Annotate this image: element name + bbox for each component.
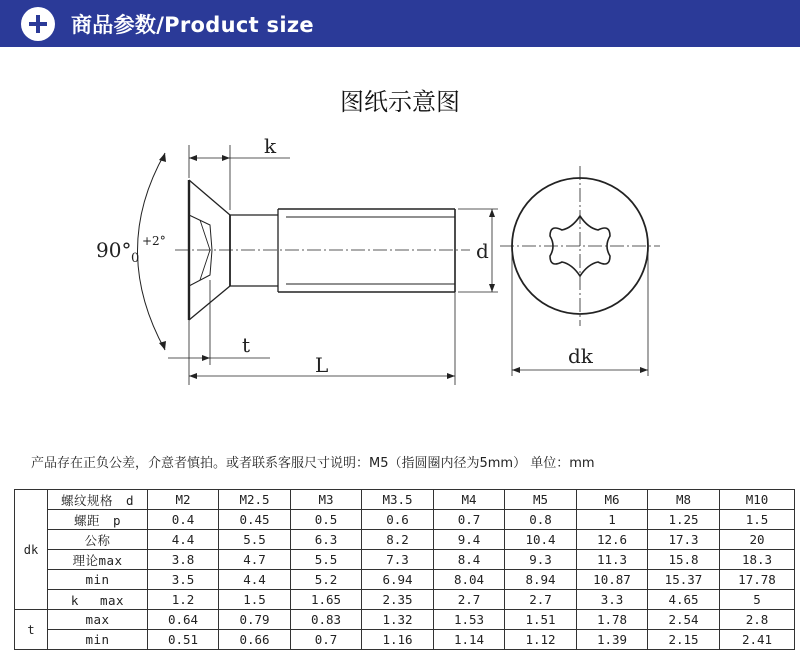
table-cell: 9.3: [505, 550, 577, 570]
row-label-theory-max: 理论max: [48, 550, 148, 570]
row-label-t-max: max: [48, 610, 148, 630]
table-cell: 15.37: [648, 570, 720, 590]
table-cell: 0.4: [148, 510, 219, 530]
table-cell: 3.3: [577, 590, 648, 610]
table-row: [15, 570, 795, 590]
table-cell: 5.2: [291, 570, 362, 590]
table-cell: 1.32: [362, 610, 434, 630]
table-cell: 5: [720, 590, 795, 610]
label-dk: dk: [568, 344, 593, 368]
table-cell: 0.64: [148, 610, 219, 630]
table-cell: 11.3: [577, 550, 648, 570]
size-cell: M5: [505, 490, 577, 510]
table-row: [15, 530, 795, 550]
table-cell: 10.4: [505, 530, 577, 550]
table-cell: 17.3: [648, 530, 720, 550]
size-cell: M3.5: [362, 490, 434, 510]
table-cell: 1.39: [577, 630, 648, 650]
table-row: [15, 490, 795, 510]
label-k: k: [264, 134, 277, 158]
row-label-pitch: 螺距 p: [48, 510, 148, 530]
table-row: [15, 550, 795, 570]
table-cell: 1.78: [577, 610, 648, 630]
table-cell: 12.6: [577, 530, 648, 550]
table-cell: 3.5: [148, 570, 219, 590]
drawing-title: 图纸示意图: [340, 88, 460, 116]
label-angle-plus: +2°: [142, 234, 166, 248]
screw-drawing: [0, 120, 800, 390]
table-cell: 0.66: [219, 630, 291, 650]
label-angle: 90°: [96, 238, 132, 262]
table-cell: 1.5: [219, 590, 291, 610]
size-note: 产品存在正负公差，介意者慎拍。或者联系客服尺寸说明：M5（指圆圈内径为5mm） 单位：mm: [31, 456, 595, 471]
label-L: L: [315, 353, 329, 377]
header-title: 商品参数/Product size: [71, 12, 314, 37]
plus-icon: [21, 7, 55, 41]
table-cell: 18.3: [720, 550, 795, 570]
table-cell: 7.3: [362, 550, 434, 570]
table-cell: 3.8: [148, 550, 219, 570]
table-cell: 4.4: [219, 570, 291, 590]
row-label-nominal: 公称: [48, 530, 148, 550]
row-label-k-max: k max: [48, 590, 148, 610]
size-cell: M8: [648, 490, 720, 510]
table-cell: 1: [577, 510, 648, 530]
table-cell: 0.83: [291, 610, 362, 630]
label-angle-zero: 0: [131, 251, 140, 266]
table-row: [15, 610, 795, 630]
row-label-t-min: min: [48, 630, 148, 650]
table-cell: 1.25: [648, 510, 720, 530]
table-cell: 4.4: [148, 530, 219, 550]
table-cell: 8.04: [434, 570, 505, 590]
table-row: [15, 590, 795, 610]
spec-table: [14, 489, 795, 650]
size-cell: M10: [720, 490, 795, 510]
table-cell: 1.14: [434, 630, 505, 650]
table-cell: 8.2: [362, 530, 434, 550]
table-cell: 2.35: [362, 590, 434, 610]
table-cell: 1.16: [362, 630, 434, 650]
table-cell: 2.8: [720, 610, 795, 630]
table-cell: 0.8: [505, 510, 577, 530]
table-cell: 0.79: [219, 610, 291, 630]
label-d: d: [476, 239, 489, 263]
size-cell: M2.5: [219, 490, 291, 510]
table-cell: 0.6: [362, 510, 434, 530]
size-cell: M4: [434, 490, 505, 510]
table-cell: 0.45: [219, 510, 291, 530]
table-cell: 0.51: [148, 630, 219, 650]
table-row: [15, 510, 795, 530]
row-label-dk-min: min: [48, 570, 148, 590]
size-cell: M3: [291, 490, 362, 510]
table-cell: 2.7: [505, 590, 577, 610]
table-cell: 4.65: [648, 590, 720, 610]
dk-group-label: dk: [15, 490, 48, 610]
table-cell: 1.51: [505, 610, 577, 630]
table-cell: 2.7: [434, 590, 505, 610]
row-label-thread: 螺纹规格 d: [48, 490, 148, 510]
table-cell: 9.4: [434, 530, 505, 550]
table-cell: 8.4: [434, 550, 505, 570]
table-cell: 5.5: [291, 550, 362, 570]
section-header: [0, 0, 800, 47]
table-cell: 2.41: [720, 630, 795, 650]
table-cell: 10.87: [577, 570, 648, 590]
table-cell: 6.94: [362, 570, 434, 590]
table-cell: 2.54: [648, 610, 720, 630]
size-cell: M2: [148, 490, 219, 510]
label-t: t: [242, 333, 251, 357]
table-cell: 1.65: [291, 590, 362, 610]
table-cell: 1.53: [434, 610, 505, 630]
table-cell: 1.2: [148, 590, 219, 610]
table-row: [15, 630, 795, 650]
table-cell: 1.12: [505, 630, 577, 650]
table-cell: 1.5: [720, 510, 795, 530]
table-cell: 17.78: [720, 570, 795, 590]
table-cell: 8.94: [505, 570, 577, 590]
table-cell: 0.7: [291, 630, 362, 650]
t-group-label: t: [15, 610, 48, 650]
table-cell: 5.5: [219, 530, 291, 550]
table-cell: 0.5: [291, 510, 362, 530]
table-cell: 2.15: [648, 630, 720, 650]
table-cell: 0.7: [434, 510, 505, 530]
table-cell: 15.8: [648, 550, 720, 570]
table-cell: 20: [720, 530, 795, 550]
table-cell: 4.7: [219, 550, 291, 570]
table-cell: 6.3: [291, 530, 362, 550]
size-cell: M6: [577, 490, 648, 510]
